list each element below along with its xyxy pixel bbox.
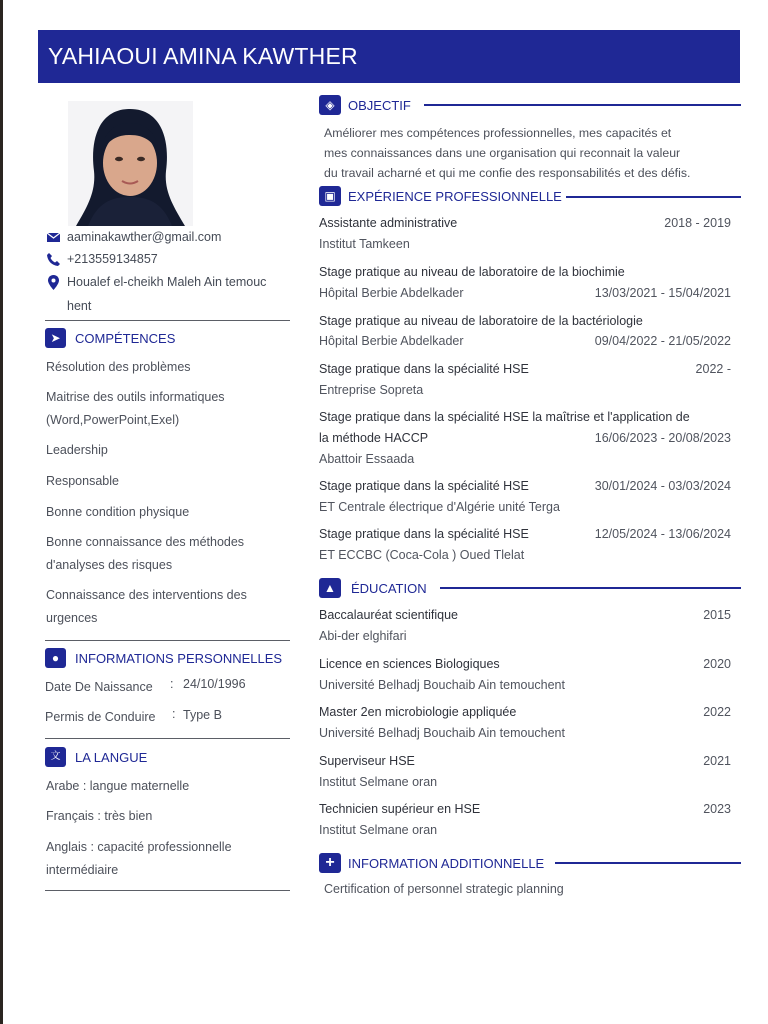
experience-date-4: 16/06/2023 - 20/08/2023: [594, 431, 731, 445]
section-rule: [440, 587, 741, 589]
personal-info-title: INFORMATIONS PERSONNELLES: [75, 651, 283, 666]
education-title-0: Baccalauréat scientifique: [319, 608, 458, 622]
education-org-3: Institut Selmane oran: [319, 775, 438, 789]
experience-title-2: Stage pratique au niveau de laboratoire de la bactériologie: [319, 314, 643, 328]
experience-org-5: ET Centrale électrique d'Algérie unité Terga: [319, 500, 560, 514]
languages-title: LA LANGUE: [75, 750, 148, 765]
license-label: Permis de Conduire: [45, 710, 156, 724]
location-pin-icon: [47, 275, 62, 290]
profile-photo: [68, 101, 193, 226]
experience-title: EXPÉRIENCE PROFESSIONNELLE: [348, 189, 562, 204]
education-date-4: 2023: [703, 802, 731, 816]
additional-title: INFORMATION ADDITIONNELLE: [348, 856, 545, 871]
experience-org-3: Entreprise Sopreta: [319, 383, 424, 397]
competence-item: d'analyses des risques: [46, 558, 173, 572]
experience-title-1: Stage pratique au niveau de laboratoire de la biochimie: [319, 265, 625, 279]
experience-org-0: Institut Tamkeen: [319, 237, 410, 251]
phone-text: +213559134857: [67, 252, 158, 266]
education-org-1: Université Belhadj Bouchaib Ain temouchent: [319, 678, 565, 692]
divider: [45, 640, 290, 641]
competence-item: Maitrise des outils informatiques: [46, 390, 225, 404]
experience-title-6: Stage pratique dans la spécialité HSE: [319, 527, 529, 541]
education-date-3: 2021: [703, 754, 731, 768]
objective-title: OBJECTIF: [348, 98, 411, 113]
user-icon: ●: [45, 648, 66, 668]
competence-item: Connaissance des interventions des: [46, 588, 247, 602]
education-date-2: 2022: [703, 705, 731, 719]
experience-org-2: Hôpital Berbie Abdelkader: [319, 334, 464, 348]
plus-icon: +: [319, 853, 341, 873]
divider: [45, 890, 290, 891]
graduation-cap-icon: ▲: [319, 578, 341, 598]
divider: [45, 320, 290, 321]
education-title-1: Licence en sciences Biologiques: [319, 657, 500, 671]
section-rule: [566, 196, 741, 198]
language-item: intermédiaire: [46, 863, 119, 877]
briefcase-icon: ▣: [319, 186, 341, 206]
education-org-2: Université Belhadj Bouchaib Ain temouchent: [319, 726, 565, 740]
competence-item: Bonne condition physique: [46, 505, 190, 519]
objective-line: mes connaissances dans une organisation qui reconnait la valeur: [324, 146, 681, 160]
experience-date-0: 2018 - 2019: [664, 216, 731, 230]
envelope-icon: [46, 230, 61, 245]
page-edge: [0, 0, 3, 1024]
education-title: ÉDUCATION: [351, 581, 427, 596]
translate-icon: 文: [45, 747, 66, 767]
education-date-1: 2020: [703, 657, 731, 671]
section-rule: [555, 862, 741, 864]
competence-item: Bonne connaissance des méthodes: [46, 535, 245, 549]
colon: :: [172, 707, 176, 721]
competence-item: Leadership: [46, 443, 108, 457]
experience-org-1: Hôpital Berbie Abdelkader: [319, 286, 464, 300]
header-banner: [38, 30, 740, 83]
experience-date-5: 30/01/2024 - 03/03/2024: [594, 479, 731, 493]
competences-title: COMPÉTENCES: [75, 331, 176, 346]
candidate-name: YAHIAOUI AMINA KAWTHER: [48, 43, 358, 69]
additional-text: Certification of personnel strategic planning: [324, 882, 564, 896]
experience-title-5: Stage pratique dans la spécialité HSE: [319, 479, 529, 493]
experience-date-3: 2022 -: [695, 362, 731, 376]
objective-line: Améliorer mes compétences professionnelles, mes capacités et: [324, 126, 672, 140]
education-title-2: Master 2en microbiologie appliquée: [319, 705, 517, 719]
objective-text: [324, 123, 736, 183]
education-org-0: Abi-der elghifari: [319, 629, 407, 643]
address-line2: hent: [67, 299, 92, 313]
language-item: Français : très bien: [46, 809, 153, 823]
objective-line: du travail acharné et qui me confie des responsabilités et des défis.: [324, 166, 691, 180]
experience-title-3: Stage pratique dans la spécialité HSE: [319, 362, 529, 376]
target-icon: ◈: [319, 95, 341, 115]
section-rule: [424, 104, 741, 106]
email-text: aaminakawther@gmail.com: [67, 230, 222, 244]
language-item: Anglais : capacité professionnelle: [46, 840, 232, 854]
education-title-3: Superviseur HSE: [319, 754, 415, 768]
experience-title-0: Assistante administrative: [319, 216, 458, 230]
phone-icon: [46, 252, 61, 267]
education-title-4: Technicien supérieur en HSE: [319, 802, 481, 816]
competence-item: (Word,PowerPoint,Exel): [46, 413, 180, 427]
birth-date-label: Date De Naissance: [45, 680, 153, 694]
experience-title-4b: la méthode HACCP: [319, 431, 429, 445]
experience-title-4: Stage pratique dans la spécialité HSE la maîtrise et l'application de: [319, 410, 690, 424]
education-date-0: 2015: [703, 608, 731, 622]
experience-date-1: 13/03/2021 - 15/04/2021: [594, 286, 731, 300]
address-line1: Houalef el-cheikh Maleh Ain temouc: [67, 275, 267, 289]
competence-item: urgences: [46, 611, 98, 625]
colon: :: [170, 677, 174, 691]
language-item: Arabe : langue maternelle: [46, 779, 190, 793]
experience-org-4: Abattoir Essaada: [319, 452, 415, 466]
experience-date-2: 09/04/2022 - 21/05/2022: [594, 334, 731, 348]
competence-item: Résolution des problèmes: [46, 360, 191, 374]
rocket-icon: ➤: [45, 328, 66, 348]
experience-date-6: 12/05/2024 - 13/06/2024: [594, 527, 731, 541]
competence-item: Responsable: [46, 474, 119, 488]
experience-org-6: ET ECCBC (Coca-Cola ) Oued Tlelat: [319, 548, 525, 562]
license-value: Type B: [183, 708, 222, 722]
birth-date-value: 24/10/1996: [183, 677, 246, 691]
divider: [45, 738, 290, 739]
left-column: [38, 95, 291, 895]
education-org-4: Institut Selmane oran: [319, 823, 438, 837]
